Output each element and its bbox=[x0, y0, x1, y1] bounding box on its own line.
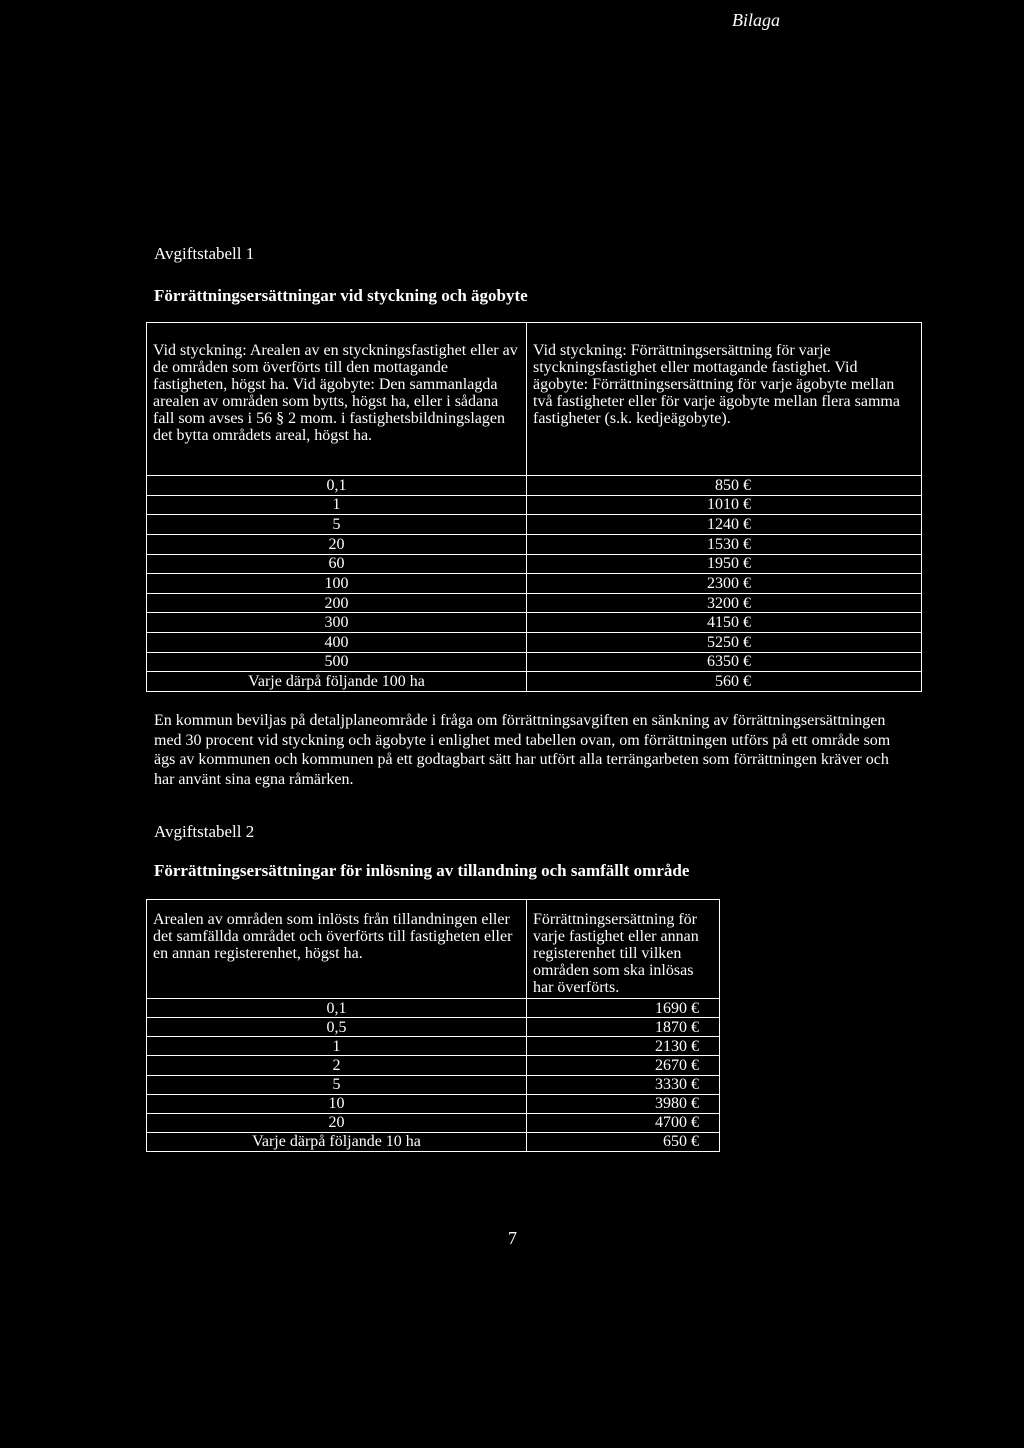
area-cell: 20 bbox=[147, 534, 527, 554]
table1-heading: Förrättningsersättningar vid styckning och ägobyte bbox=[154, 286, 528, 305]
table-row bbox=[147, 613, 922, 633]
table1-header-area: Vid styckning: Arealen av en styckningsfastighet eller av de områden som överförts till den mottagande fastigheten, högst ha. Vid ägobyte: Den sammanlagda arealen av områden som bytts, högst ha, eller i sådana fall som avses i 56 § 2 mom. i fastighetsbildningslagen det bytta områdets areal, högst ha. bbox=[147, 323, 527, 476]
area-cell: 0,5 bbox=[147, 1018, 527, 1037]
table1-header-fee: Vid styckning: Förrättningsersättning för varje styckningsfastighet eller mottagande fastighet. Vid ägobyte: Förrättningsersättning för varje ägobyte mellan två fastigheter eller för varje ägobyte mellan flera samma fastigheter (s.k. kedjeägobyte). bbox=[527, 323, 922, 476]
fee-cell: 1690 € bbox=[527, 999, 720, 1018]
table-row bbox=[147, 534, 922, 554]
area-cell: 10 bbox=[147, 1094, 527, 1113]
area-cell: 60 bbox=[147, 554, 527, 574]
fee-cell: 650 € bbox=[527, 1132, 720, 1151]
area-cell: 0,1 bbox=[147, 476, 527, 496]
fee-cell: 2130 € bbox=[527, 1037, 720, 1056]
table-row bbox=[147, 1018, 720, 1037]
fee-cell: 4150 € bbox=[527, 613, 922, 633]
fee-cell: 4700 € bbox=[527, 1113, 720, 1132]
table-row bbox=[147, 1113, 720, 1132]
area-cell: 500 bbox=[147, 652, 527, 672]
fee-cell: 3980 € bbox=[527, 1094, 720, 1113]
area-cell: 20 bbox=[147, 1113, 527, 1132]
area-cell: 2 bbox=[147, 1056, 527, 1075]
area-cell: 300 bbox=[147, 613, 527, 633]
area-cell: 5 bbox=[147, 1075, 527, 1094]
fee-table-2 bbox=[146, 899, 720, 1152]
table-row bbox=[147, 574, 922, 594]
fee-cell: 2300 € bbox=[527, 574, 922, 594]
fee-cell: 1870 € bbox=[527, 1018, 720, 1037]
area-cell: 400 bbox=[147, 633, 527, 653]
table2-header-fee: Förrättningsersättning för varje fastighet eller annan registerenhet till vilken områden som ska inlösas har överförts. bbox=[527, 900, 720, 999]
table-row bbox=[147, 633, 922, 653]
area-cell: 1 bbox=[147, 495, 527, 515]
table2-heading: Förrättningsersättningar för inlösning av tillandning och samfällt område bbox=[154, 861, 690, 880]
table-row bbox=[147, 672, 922, 692]
area-cell: 200 bbox=[147, 593, 527, 613]
discount-paragraph: En kommun beviljas på detaljplaneområde i fråga om förrättningsavgiften en sänkning av förrättningsersättningen med 30 procent vid styckning och ägobyte i enlighet med tabellen ovan, om förrättningen utförs på ett område som ägs av kommunen och kommunen på ett godtagbart sätt har utfört alla terrängarbeten som förrättningen kräver och har använt sina egna råmärken. bbox=[154, 712, 891, 788]
fee-cell: 1950 € bbox=[527, 554, 922, 574]
fee-cell: 560 € bbox=[527, 672, 922, 692]
table-row bbox=[147, 1056, 720, 1075]
table-row bbox=[147, 999, 720, 1018]
fee-cell: 3200 € bbox=[527, 593, 922, 613]
table-row bbox=[147, 1132, 720, 1151]
area-cell: 0,1 bbox=[147, 999, 527, 1018]
table-row bbox=[147, 1037, 720, 1056]
fee-cell: 3330 € bbox=[527, 1075, 720, 1094]
table-row bbox=[147, 476, 922, 496]
fee-table-1 bbox=[146, 322, 922, 692]
area-cell: Varje därpå följande 100 ha bbox=[147, 672, 527, 692]
table-row bbox=[147, 515, 922, 535]
fee-cell: 850 € bbox=[527, 476, 922, 496]
fee-cell: 1530 € bbox=[527, 534, 922, 554]
table-row bbox=[147, 495, 922, 515]
fee-cell: 1240 € bbox=[527, 515, 922, 535]
page-number: 7 bbox=[508, 1228, 517, 1248]
area-cell: Varje därpå följande 10 ha bbox=[147, 1132, 527, 1151]
table2-header-area: Arealen av områden som inlösts från tillandningen eller det samfällda området och överförts till fastigheten eller en annan registerenhet, högst ha. bbox=[147, 900, 527, 999]
fee-cell: 1010 € bbox=[527, 495, 922, 515]
table2-subtitle: Avgiftstabell 2 bbox=[154, 822, 255, 841]
table-row bbox=[147, 554, 922, 574]
table-row bbox=[147, 1075, 720, 1094]
area-cell: 100 bbox=[147, 574, 527, 594]
fee-cell: 2670 € bbox=[527, 1056, 720, 1075]
appendix-label: Bilaga bbox=[732, 10, 780, 30]
table-row bbox=[147, 1094, 720, 1113]
area-cell: 1 bbox=[147, 1037, 527, 1056]
table-row bbox=[147, 652, 922, 672]
fee-cell: 6350 € bbox=[527, 652, 922, 672]
table-row bbox=[147, 593, 922, 613]
area-cell: 5 bbox=[147, 515, 527, 535]
fee-cell: 5250 € bbox=[527, 633, 922, 653]
table1-subtitle: Avgiftstabell 1 bbox=[154, 244, 255, 263]
